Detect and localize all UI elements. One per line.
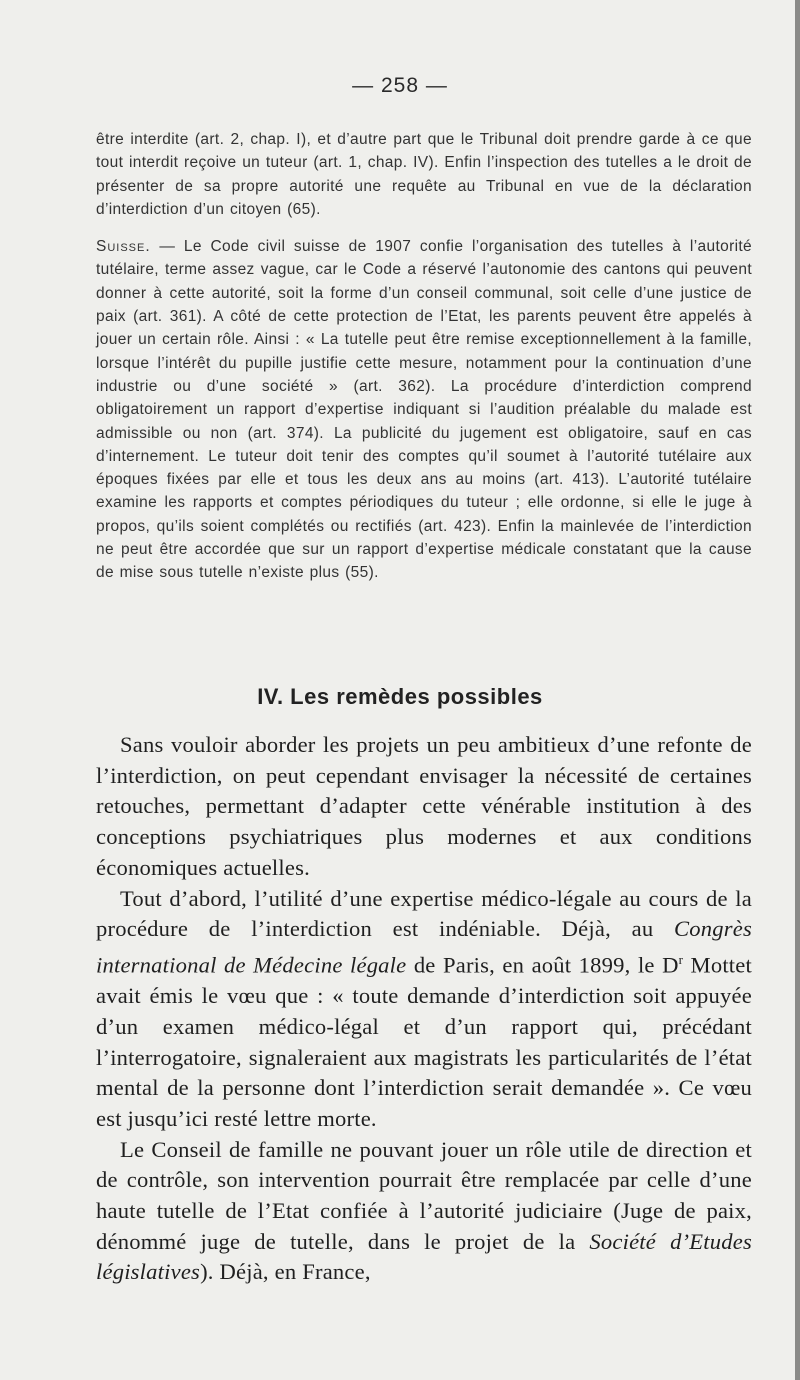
paragraph-expertise-b: de Paris, en août 1899, le D [406, 952, 679, 978]
country-label-suisse: Suisse. [96, 238, 151, 256]
page-number: — 258 — [352, 74, 448, 97]
page-edge-shadow [795, 0, 800, 1380]
paragraph-conseil-b: ). Déjà, en France, [200, 1259, 371, 1285]
text-block-upper [96, 128, 752, 585]
paragraph-expertise-c: Mottet avait émis le vœu que : « toute demande d’interdiction soit appuyée d’un examen médico-légal et d’un rapport qui, précédant l’interrogatoire, signaleraient aux magistrats les particularités de l’état mental de la personne dont l’interdiction serait demandée ». Ce vœu est jusqu’ici resté lettre morte. [96, 952, 752, 1131]
doctor-abbrev-sup: r [678, 951, 684, 967]
paragraph-expertise [96, 884, 752, 1135]
paragraph-suisse-text: — Le Code civil suisse de 1907 confie l’organisation des tutelles à l’autorité tutélaire, terme assez vague, car le Code a réservé l’autonomie des cantons qui peuvent donner à cette autorité, soit la forme d’un conseil communal, soit celle d’une justice de paix (art. 361). A côté de cette protection de l’Etat, les parents peuvent être appelés à jouer un certain rôle. Ainsi : « La tutelle peut être remise exceptionnellement à la famille, lorsque l’intérêt du pupille justifie cette mesure, notamment pour la continuation d’une industrie ou d’une société » (art. 362). La procédure d’interdiction comprend obligatoirement un rapport d’expertise indiquant si l’audition préalable du malade est admissible ou non (art. 374). La publicité du jugement est obligatoire, sauf en cas d’internement. Le tuteur doit tenir des comptes qu’il soumet à l’autorité tutélaire aux époques fixées par elle et tous les deux ans au moins (art. 413). L’autorité tutélaire examine les rapports et comptes périodiques du tuteur ; elle ordonne, si elle le juge à propos, qu’ils soient complétés ou rectifiés (art. 423). Enfin la mainlevée de l’interdiction ne peut être accordée que sur un rapport d’expertise médicale constatant que la cause de mise sous tutelle n’existe plus (55). [96, 238, 752, 582]
paragraph-suisse [96, 235, 752, 584]
paragraph-conseil [96, 1135, 752, 1289]
paragraph-conseil-a: Le Conseil de famille ne pouvant jouer un rôle utile de direction et de contrôle, son intervention pourrait être remplacée par celle d’une haute tutelle de l’Etat confiée à l’autorité judiciaire (Juge de paix, dénommé juge de tutelle, dans le projet de la [96, 1136, 752, 1254]
paragraph-italy-end: être interdite (art. 2, chap. I), et d’autre part que le Tribunal doit prendre garde à ce que tout interdit reçoive un tuteur (art. 1, chap. IV). Enfin l’inspection des tutelles a le droit de présenter de sa propre autorité une requête au Tribunal en vue de la déclaration d’interdiction d’un citoyen (65). [96, 131, 752, 218]
paragraph-expertise-a: Tout d’abord, l’utilité d’une expertise médico-légale au cours de la procédure de l’interdiction est indéniable. Déjà, au [96, 885, 752, 942]
congress-title: Congrès international de Médecine légale [96, 916, 752, 978]
section-heading: IV. Les remèdes possibles [257, 684, 543, 709]
paragraph-remedes-intro: Sans vouloir aborder les projets un peu ambitieux d’une refonte de l’interdiction, on peut cependant envisager la nécessité de certaines retouches, permettant d’adapter cette vénérable institution à des conceptions psychiatriques plus modernes et aux conditions économiques actuelles. [96, 732, 752, 880]
text-block-lower [96, 730, 752, 1288]
society-title: Société d’Etudes législatives [96, 1228, 752, 1285]
